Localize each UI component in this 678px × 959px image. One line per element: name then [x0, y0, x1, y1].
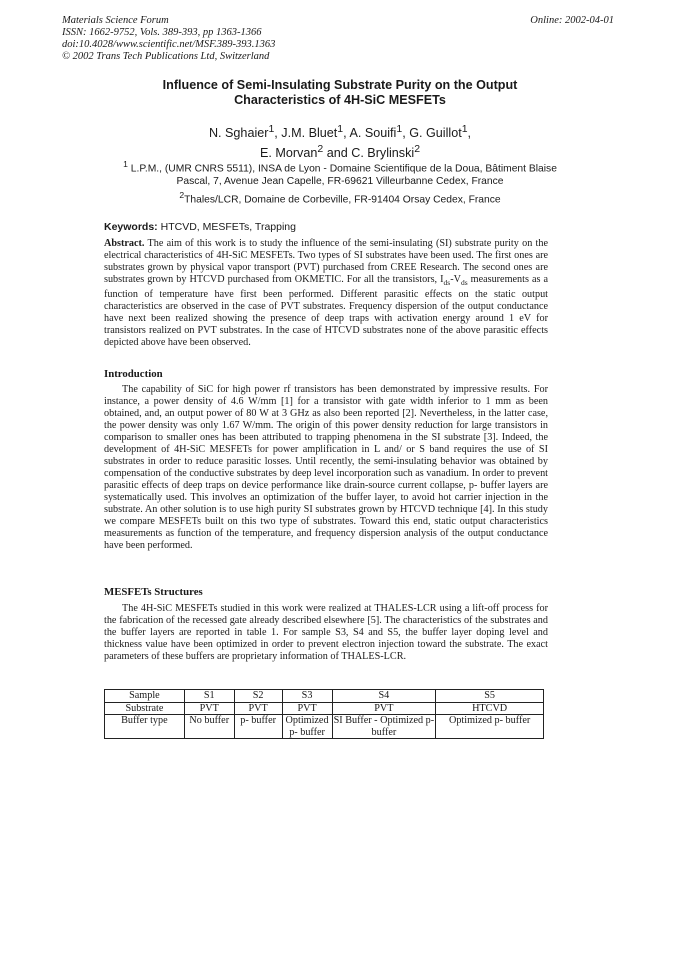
table-cell: Optimized p- buffer — [436, 715, 544, 739]
author-affil-mark: 1 — [461, 123, 468, 135]
table-cell: S1 — [184, 690, 234, 703]
subscript: ds — [443, 278, 451, 288]
affil-number: 1 — [123, 159, 128, 169]
title-line-1: Influence of Semi-Insulating Substrate Purity on the Output — [162, 78, 518, 92]
mesfet-heading: MESFETs Structures — [104, 586, 203, 598]
subscript: ds — [460, 278, 468, 288]
affiliation-1-line-2: Pascal, 7, Avenue Jean Capelle, FR-69621 Villeurbanne Cedex, France — [176, 176, 504, 188]
table-cell: S4 — [332, 690, 436, 703]
abstract-text-1: The aim of this work is to study the influence of the semi-insulating (SI) substrate purity on the electrical characteristics of 4H-SiC MESFETs. Two types of SI substrates have been used. The first ones are substrates grown by physical vapor transport (PVT) purchased from CREE Research. The second ones are substrates grown by HTCVD purchased from OKMETIC. For all the transistors, I — [104, 238, 548, 285]
affiliation-1 — [60, 158, 620, 188]
table-cell: PVT — [282, 702, 332, 715]
table-cell: S5 — [436, 690, 544, 703]
intro-heading: Introduction — [104, 368, 163, 380]
affiliation-2 — [60, 189, 620, 206]
table-cell: PVT — [184, 702, 234, 715]
title-line-2: Characteristics of 4H-SiC MESFETs — [234, 93, 446, 107]
author-affil-mark: 1 — [337, 123, 344, 135]
table-cell: HTCVD — [436, 702, 544, 715]
mesfet-paragraph: The 4H-SiC MESFETs studied in this work were realized at THALES-LCR using a lift-off process for the fabrication of the recessed gate already described elsewhere [5]. The characteristics of the substrates and the buffer layers are reported in table 1. For sample S3, S4 and S5, the buffer layer doping level and thickness value have been optimized in order to prevent electron injection toward the substrate. The exact parameters of these buffers are proprietary information of THALES-LCR. — [104, 603, 548, 662]
table-cell: SI Buffer - Optimized p- buffer — [333, 715, 435, 738]
table-cell: PVT — [332, 702, 436, 715]
author-name: N. Sghaier — [208, 126, 269, 141]
keywords — [104, 221, 296, 233]
online-date: Online: 2002-04-01 — [530, 15, 614, 26]
table-cell: Substrate — [105, 702, 185, 715]
paper-title — [60, 78, 620, 108]
abstract-text-2: measurements as a function of temperature have first been performed. Different parasitic effects on the static output characteristics are observed in the case of PVT substrates. Frequency dispersion of the output conductance have next been realized showing the presence of deep traps with activation energy around 1 eV for transistors realized on PVT substrates. In the case of HTCVD substrates none of the above parasitic effects depicted above have been observed. — [104, 274, 548, 349]
author-affil-mark: 1 — [396, 123, 403, 135]
affil-text: Thales/LCR, Domaine de Corbeville, FR-91404 Orsay Cedex, France — [184, 194, 501, 206]
keywords-label: Keywords: — [104, 221, 158, 233]
author-name: A. Souifi — [349, 126, 397, 141]
table-row — [105, 690, 544, 703]
table-cell: Sample — [105, 690, 185, 703]
author-name: G. Guillot — [409, 126, 462, 141]
issn-line: ISSN: 1662-9752, Vols. 389-393, pp 1363-1366 — [62, 27, 262, 38]
table-cell: PVT — [234, 702, 282, 715]
affil-number: 2 — [179, 190, 185, 200]
journal-name: Materials Science Forum — [62, 15, 169, 26]
author-affil-mark: 2 — [414, 143, 421, 156]
intro-paragraph: The capability of SiC for high power rf transistors has been demonstrated by impressive results. For instance, a power density of 4.6 W/mm [1] for a transistor with gate width inferior to 1 mm as been obtained, and, an output power of 80 W at 3 GHz as also been reported [2]. Nevertheless, in the latter case, the power density was only 1.67 W/mm. The origin of this power density reduction for large transistors in comparison to smaller ones has been attributed to trapping phenomena in the SI substrate [3]. Indeed, the development of 4H-SiC MESFETs for power amplification in L and/ or S band requires the use of SI substrates in order to reduce parasitic losses. Until recently, the semi-insulating behavior was obtained by compensation of the conductive substrates by deep level incorporation such as vanadium. In order to prevent parasitic effects of deep traps on device performance like drain-source current collapse, p- buffer layers are systematically used. This involves an optimization of the buffer layer, to avoid hot carrier injection in the substrate. An other solution is to use high purity SI substrates grown by HTCVD technique [4]. In this study we compare MESFETs built on this two type of substrates. Toward this end, static output characteristics measurements as function of the temperature, and frequency dispersion analysis of the output conductance have been performed. — [104, 384, 548, 551]
table-cell: S3 — [282, 690, 332, 703]
table-row — [105, 702, 544, 715]
doi-line: doi:10.4028/www.scientific.net/MSF.389-393.1363 — [62, 39, 276, 50]
abstract-text-mid: -V — [450, 274, 461, 285]
sample-table — [104, 689, 544, 739]
author-line-1: N. Sghaier$^1$, J.M. Bluet$^1$, A. Souifi$^1$, G. Guillot$^1$, — [208, 123, 472, 141]
table-row — [105, 715, 544, 739]
abstract — [104, 238, 548, 349]
table-cell: p- buffer — [234, 715, 282, 739]
abstract-label: Abstract. — [104, 238, 145, 249]
author-affil-mark: 1 — [268, 123, 275, 135]
table-cell: Optimized p- buffer — [282, 715, 332, 739]
author-name: C. Brylinski — [351, 146, 415, 161]
table-cell: Buffer type — [105, 715, 185, 739]
affil-text: L.P.M., (UMR CNRS 5511), INSA de Lyon - Domaine Scientifique de la Doua, Bâtiment Blaise — [130, 163, 557, 175]
table-cell: S2 — [234, 690, 282, 703]
author-list — [60, 121, 620, 161]
copyright-line: © 2002 Trans Tech Publications Ltd, Switzerland — [62, 51, 270, 62]
author-name: E. Morvan — [259, 146, 318, 161]
table-cell: No buffer — [184, 715, 234, 739]
author-name: J.M. Bluet — [281, 126, 338, 141]
affiliation-1-line-1 — [60, 158, 620, 175]
author-affil-mark: 2 — [317, 143, 324, 156]
author-conjunction: and — [326, 146, 348, 161]
keywords-text: HTCVD, MESFETs, Trapping — [160, 221, 296, 233]
journal-meta — [62, 15, 275, 63]
